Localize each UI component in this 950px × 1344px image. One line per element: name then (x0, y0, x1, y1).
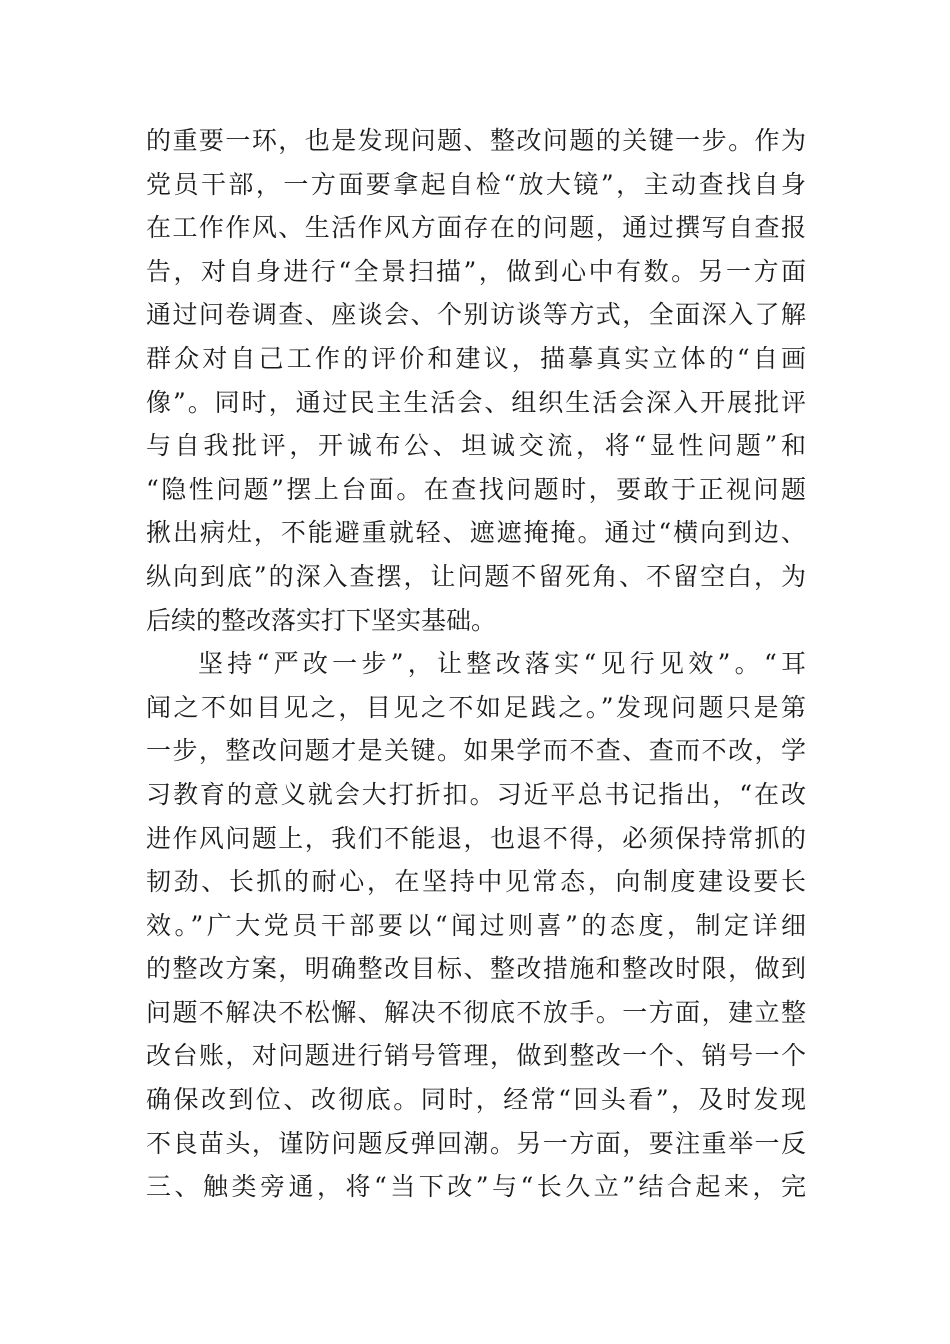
paragraph-line: 坚持“严改一步”，让整改落实“见行见效”。“耳 (198, 649, 806, 679)
paragraph-line: 揪出病灶，不能避重就轻、遮遮掩掩。通过“横向到边、 (146, 518, 806, 548)
paragraph-line: 问题不解决不松懈、解决不彻底不放手。一方面，建立整 (146, 997, 806, 1027)
paragraph-line: 三、触类旁通，将“当下改”与“长久立”结合起来，完 (146, 1172, 806, 1202)
paragraph-line: 告，对自身进行“全景扫描”，做到心中有数。另一方面 (146, 256, 806, 286)
paragraph-line: 不良苗头，谨防问题反弹回潮。另一方面，要注重举一反 (146, 1128, 806, 1158)
paragraph-line: 的整改方案，明确整改目标、整改措施和整改时限，做到 (146, 954, 806, 984)
paragraph-line: 韧劲、长抓的耐心，在坚持中见常态，向制度建设要长 (146, 867, 806, 897)
paragraph-line: 习教育的意义就会大打折扣。习近平总书记指出，“在改 (146, 779, 806, 809)
paragraph-line: 一步，整改问题才是关键。如果学而不查、查而不改，学 (146, 736, 806, 766)
paragraph-line: 纵向到底”的深入查摆，让问题不留死角、不留空白，为 (146, 561, 806, 591)
paragraph-line: 后续的整改落实打下坚实基础。 (146, 605, 497, 635)
paragraph-line: 像”。同时，通过民主生活会、组织生活会深入开展批评 (146, 387, 806, 417)
paragraph-line: 党员干部，一方面要拿起自检“放大镜”，主动查找自身 (146, 169, 806, 199)
paragraph-line: 改台账，对问题进行销号管理，做到整改一个、销号一个 (146, 1041, 806, 1071)
paragraph-line: 群众对自己工作的评价和建议，描摹真实立体的“自画 (146, 343, 806, 373)
paragraph-line: 在工作作风、生活作风方面存在的问题，通过撰写自查报 (146, 213, 806, 243)
paragraph-line: 进作风问题上，我们不能退，也退不得，必须保持常抓的 (146, 823, 806, 853)
paragraph-line: 闻之不如目见之，目见之不如足践之。”发现问题只是第 (146, 692, 806, 722)
document-body (146, 119, 806, 1209)
paragraph-1 (146, 119, 806, 642)
paragraph-line: 通过问卷调查、座谈会、个别访谈等方式，全面深入了解 (146, 300, 806, 330)
paragraph-line: “隐性问题”摆上台面。在查找问题时，要敢于正视问题 (146, 474, 806, 504)
paragraph-line: 确保改到位、改彻底。同时，经常“回头看”，及时发现 (146, 1085, 806, 1115)
paragraph-line: 的重要一环，也是发现问题、整改问题的关键一步。作为 (146, 126, 806, 155)
paragraph-line: 效。”广大党员干部要以“闻过则喜”的态度，制定详细 (146, 910, 806, 940)
paragraph-2 (146, 642, 806, 1209)
paragraph-line: 与自我批评，开诚布公、坦诚交流，将“显性问题”和 (146, 431, 806, 461)
